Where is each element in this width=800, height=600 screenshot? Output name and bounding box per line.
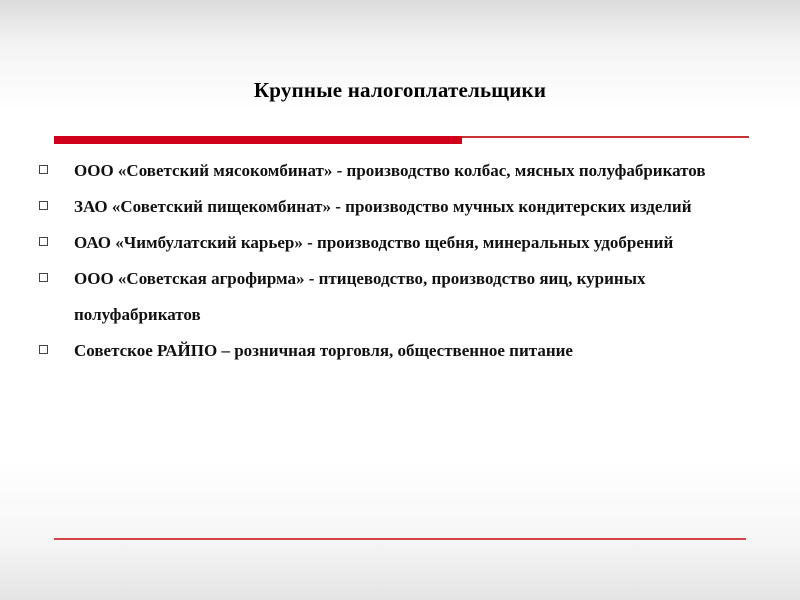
square-bullet-icon	[39, 237, 48, 246]
title-divider	[54, 136, 749, 144]
square-bullet-icon	[39, 345, 48, 354]
title-divider-thin	[462, 136, 749, 138]
list-item	[36, 153, 766, 189]
square-bullet-icon	[39, 201, 48, 210]
list-item-text: ООО «Советская агрофирма» - птицеводство, производство яиц, куриных полуфабрикатов	[74, 269, 646, 324]
list-item	[36, 189, 766, 225]
list-item-text: Советское РАЙПО – розничная торговля, общественное питание	[74, 341, 573, 360]
bottom-divider	[54, 538, 746, 540]
list-item	[36, 333, 766, 369]
square-bullet-icon	[39, 165, 48, 174]
list-item-text: ЗАО «Советский пищекомбинат» - производство мучных кондитерских изделий	[74, 197, 692, 216]
title-divider-thick	[54, 136, 462, 144]
list-item-text: ОАО «Чимбулатский карьер» - производство щебня, минеральных удобрений	[74, 233, 674, 252]
slide-title: Крупные налогоплательщики	[253, 78, 547, 102]
list-item	[36, 225, 766, 261]
taxpayer-list	[36, 153, 766, 369]
list-item	[36, 261, 766, 333]
list-item-text: ООО «Советский мясокомбинат» - производство колбас, мясных полуфабрикатов	[74, 161, 706, 180]
square-bullet-icon	[39, 273, 48, 282]
